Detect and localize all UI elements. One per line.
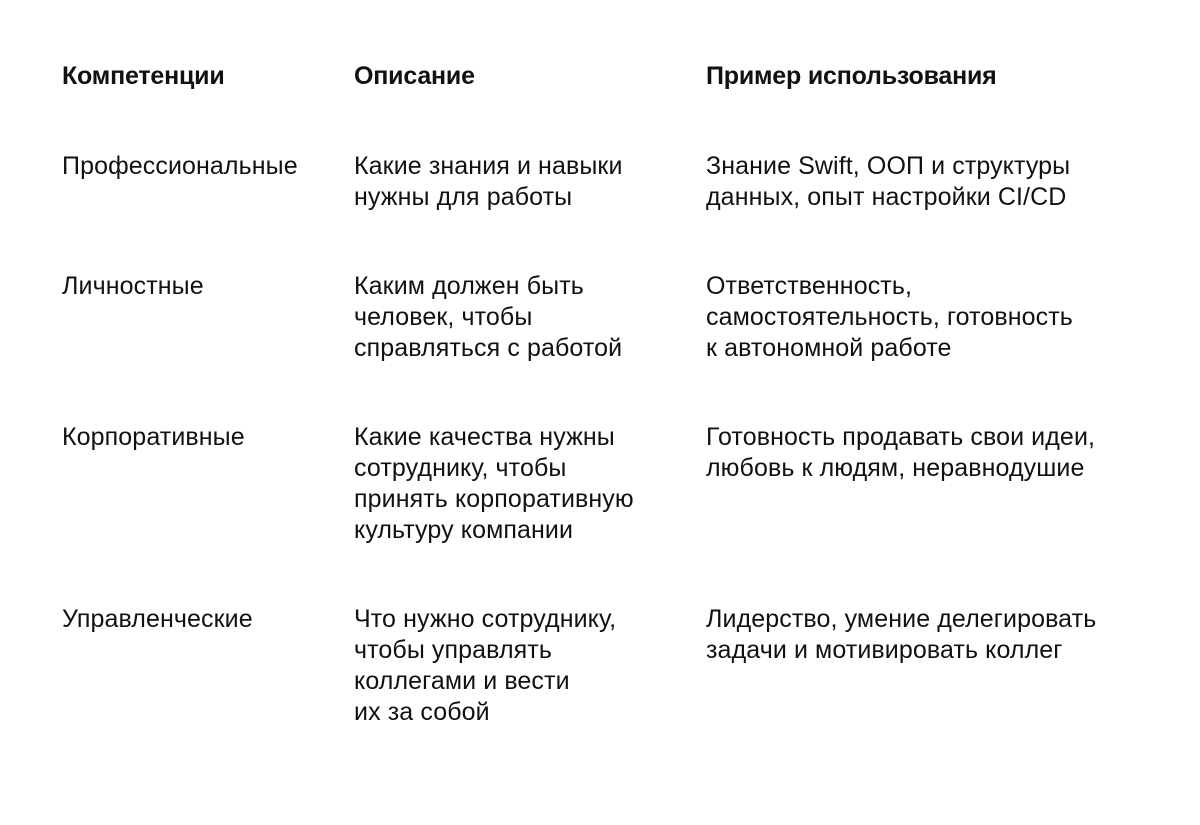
competency-example: Готовность продавать свои идеи, любовь к людям, неравнодушие: [706, 423, 1096, 482]
column-header-competencies: Компетенции: [62, 62, 225, 90]
competency-name: Корпоративные: [62, 423, 245, 451]
competency-example: Знание Swift, ООП и структуры данных, опыт настройки CI/CD: [706, 152, 1071, 211]
competency-description: Какие качества нужны сотруднику, чтобы принять корпоративную культуру компании: [354, 423, 634, 544]
competency-example: Лидерство, умение делегировать задачи и мотивировать коллег: [706, 605, 1097, 664]
column-header-description: Описание: [354, 62, 475, 90]
competency-name: Управленческие: [62, 605, 253, 633]
competency-description: Каким должен быть человек, чтобы справляться с работой: [354, 272, 623, 362]
competency-name: Профессиональные: [62, 152, 298, 180]
competency-example: Ответственность, самостоятельность, готовность к автономной работе: [706, 272, 1073, 362]
competency-name: Личностные: [62, 272, 204, 300]
column-header-example: Пример использования: [706, 62, 997, 90]
competency-description: Что нужно сотруднику, чтобы управлять коллегами и вести их за собой: [354, 605, 617, 726]
competency-description: Какие знания и навыки нужны для работы: [354, 152, 623, 211]
